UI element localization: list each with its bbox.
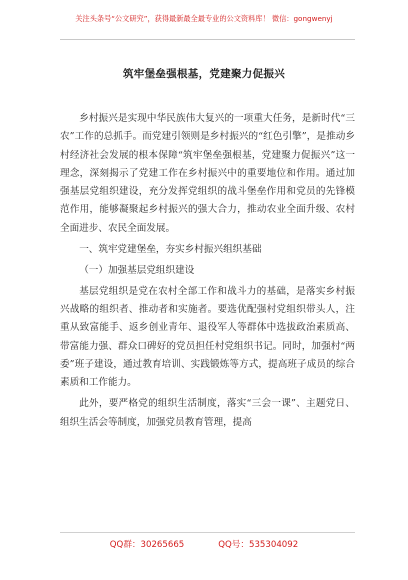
section-heading: 一、筑牢党建堡垒，夯实乡村振兴组织基础 — [79, 244, 262, 256]
document-title: 筑牢堡垒强根基，党建聚力促振兴 — [123, 68, 285, 80]
header-divider — [60, 39, 355, 40]
footer-contact — [0, 538, 408, 550]
footer-qq-group: QQ群：30265665 — [109, 540, 185, 550]
paragraph-intro: 乡村振兴是实现中华民族伟大复兴的一项重大任务，是新时代“三农”工作的总抓手。而党建引领则是乡村振兴的“红色引擎”，是推动乡村经济社会发展的根本保障“筑牢堡垒强根基，党建聚力促振兴”这一理念，深刻揭示了党建工作在乡村振兴中的重要地位和作用。通过加强基层党组织建设，充分发挥党组织的战斗堡垒作用和党员的先锋模范作用，能够凝聚起乡村振兴的强大合力，推动农业全面升级、农村全面进步、农民全面发展。 — [60, 113, 355, 234]
paragraph-body: 基层党组织是党在农村全部工作和战斗力的基础，是落实乡村振兴战略的组织者、推动者和实施者。要选优配强村党组织带头人，注重从致富能手、返乡创业青年、退役军人等群体中选拔政治素质高、带富能力强、群众口碑好的党员担任村党组织书记。同时，加强村“两委”班子建设，通过教育培训、实践锻炼等方式，提高班子成员的综合素质和工作能力。 — [60, 285, 355, 389]
subsection-heading: （一）加强基层党组织建设 — [79, 265, 195, 277]
header-banner: 关注头条号“公文研究”，获得最新最全最专业的公文资料库！ 微信：gongwenyj — [75, 14, 333, 23]
paragraph-body: 此外，要严格党的组织生活制度，落实“三会一课”、主题党日、组织生活会等制度，加强党员教育管理，提高 — [60, 398, 355, 428]
footer-qq: QQ号：535304092 — [218, 540, 299, 550]
document-body — [60, 110, 355, 432]
footer-divider — [60, 532, 355, 533]
